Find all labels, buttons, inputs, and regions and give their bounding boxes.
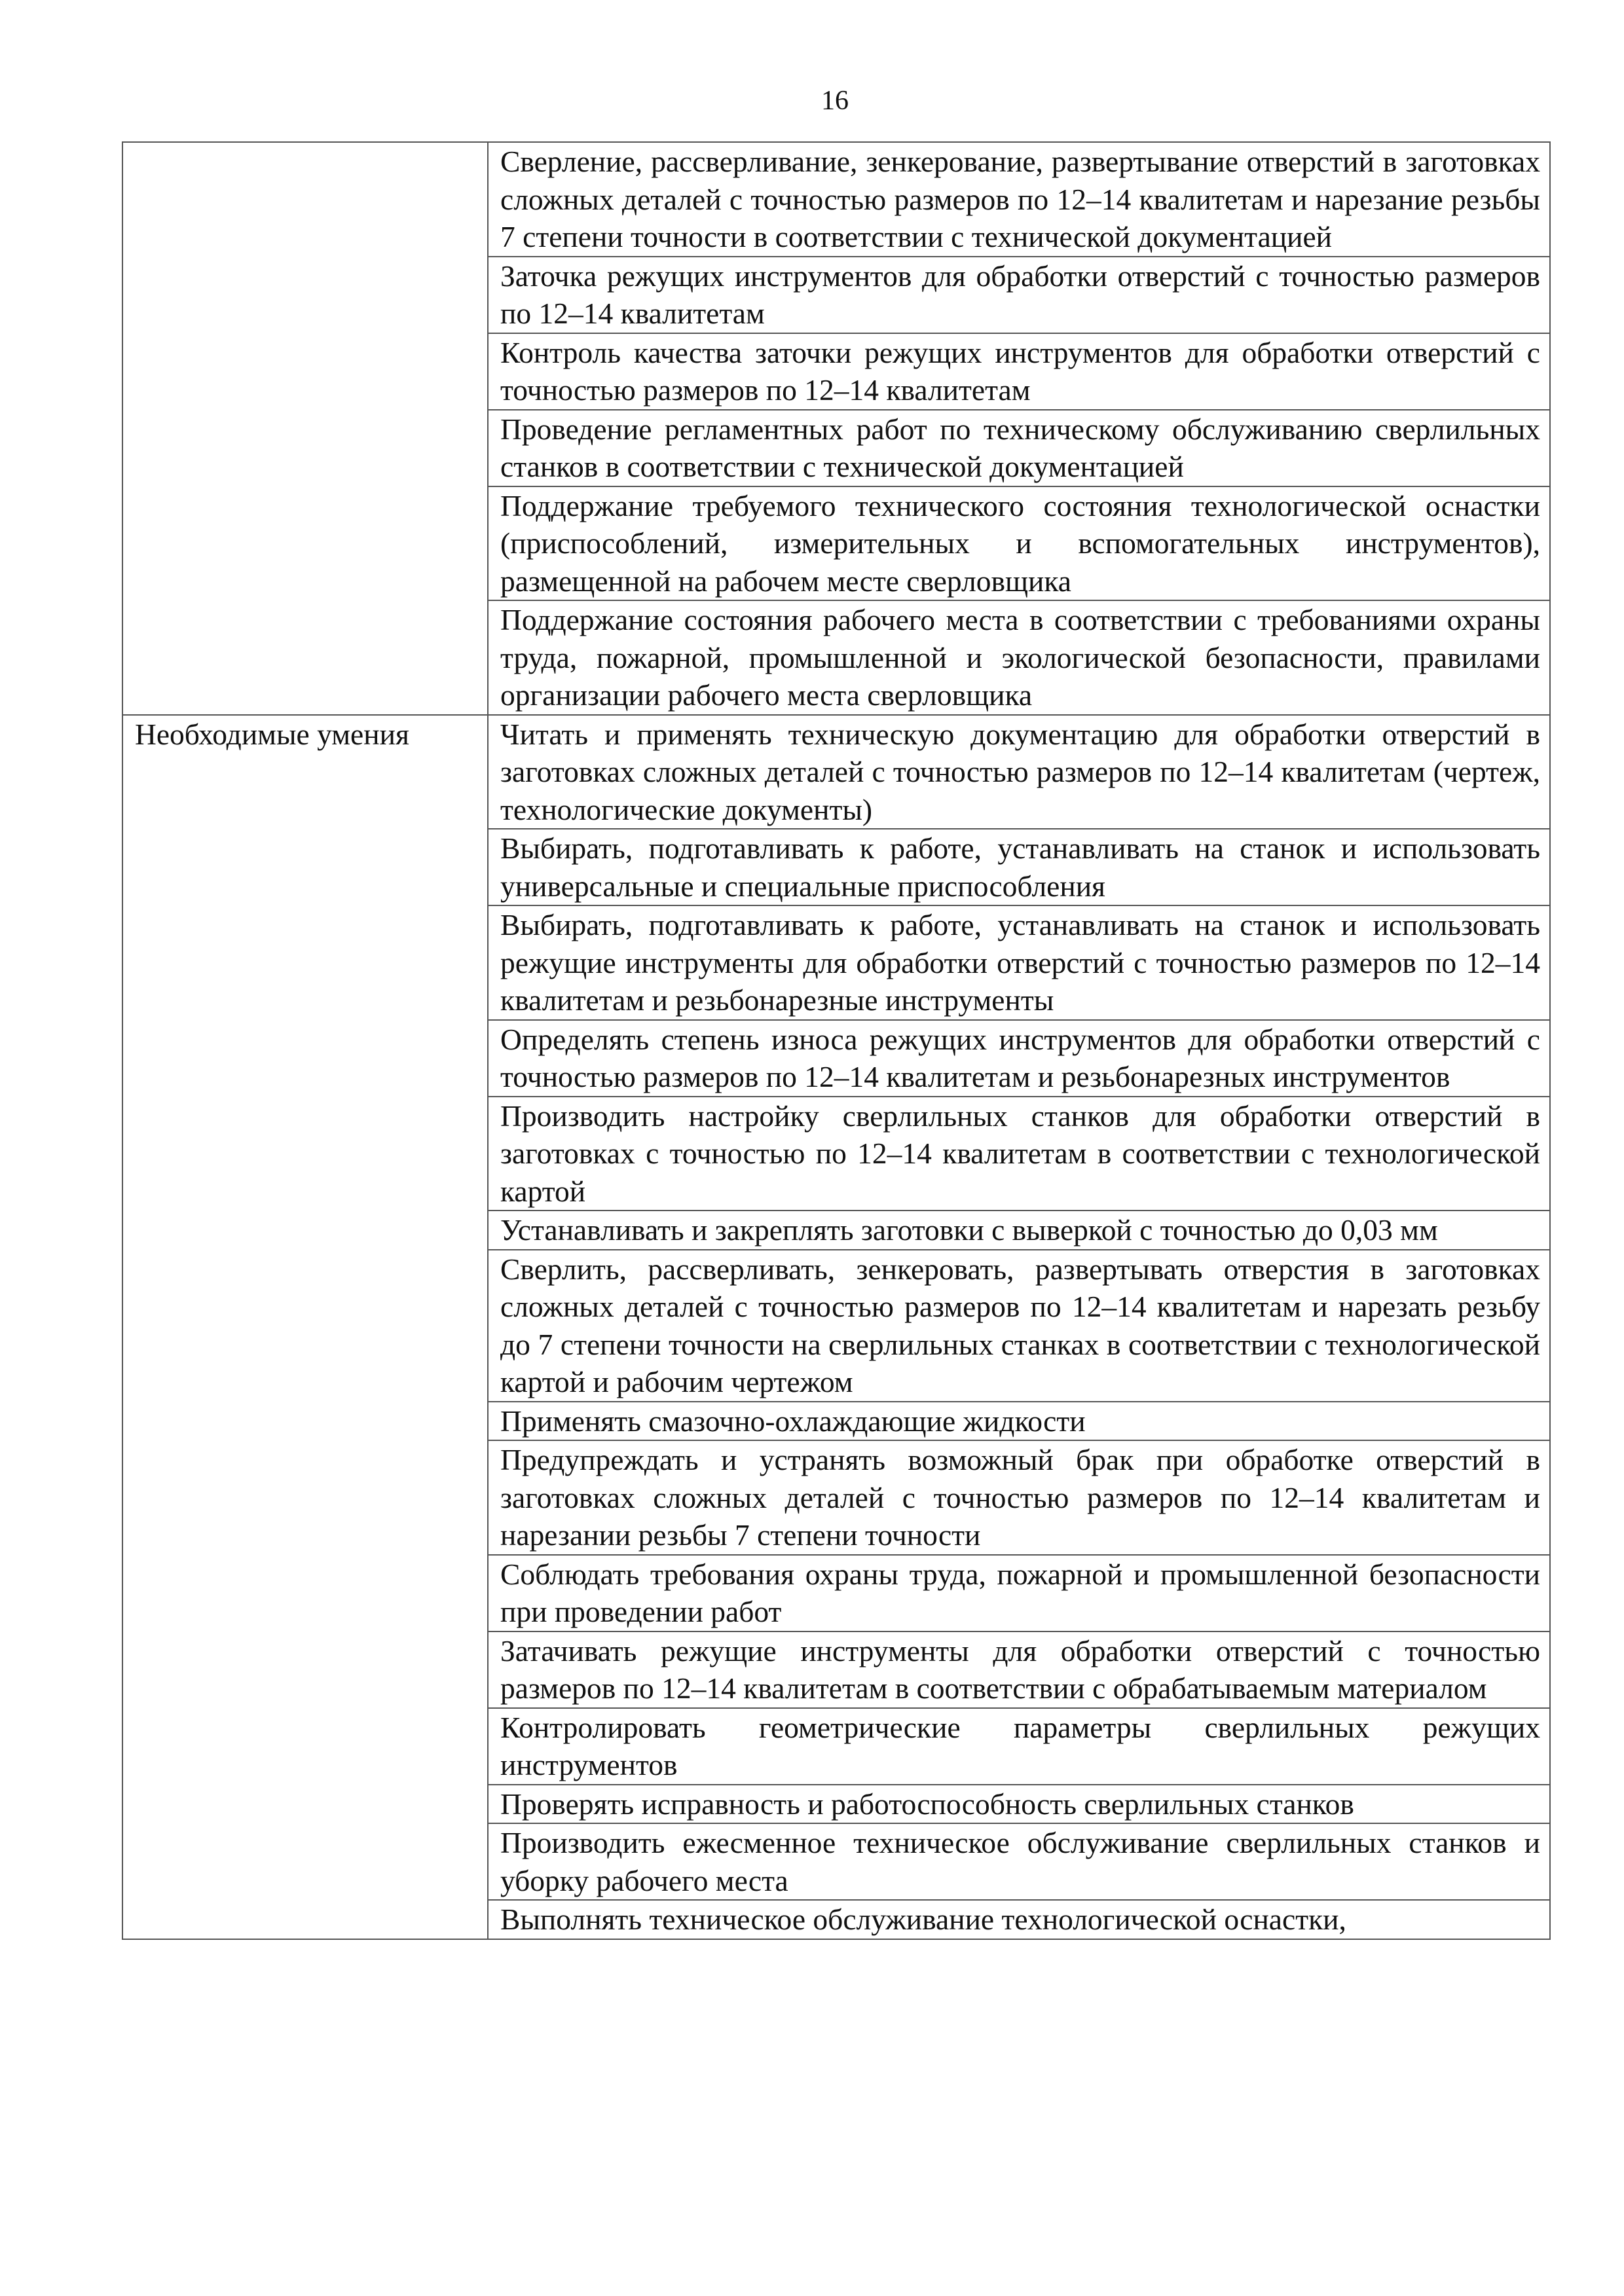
cell-text: Сверлить, рассверливать, зенкеровать, развертывать отверстия в заготовках сложных деталей с точностью размеров по 12–14 квалитетам и нарезать резьбу до 7 степени точности на сверлильных станках в соответствии с технологической картой и рабочим чертежом	[500, 1252, 1540, 1398]
cell-text: Сверление, рассверливание, зенкерование, развертывание отверстий в заготовках сложных деталей с точностью размеров по 12–14 квалитетам и нарезание резьбы 7 степени точности в соответствии с технической документацией	[500, 145, 1540, 253]
cell-text: Выполнять техническое обслуживание технологической оснастки,	[500, 1903, 1346, 1936]
table-cell	[488, 333, 1550, 410]
table-row	[122, 142, 1550, 257]
cell-text: Заточка режущих инструментов для обработки отверстий с точностью размеров по 12–14 квалитетам	[500, 259, 1540, 330]
cell-text: Затачивать режущие инструменты для обработки отверстий с точностью размеров по 12–14 квалитетам в соответствии с обрабатываемым материалом	[500, 1633, 1540, 1705]
cell-text: Устанавливать и закреплять заготовки с выверкой с точностью до 0,03 мм	[500, 1213, 1438, 1247]
skills-label-cell	[122, 715, 488, 1939]
cell-text: Контролировать геометрические параметры сверлильных режущих инструментов	[500, 1710, 1540, 1781]
cell-text: Определять степень износа режущих инструментов для обработки отверстий с точностью размеров по 12–14 квалитетам и резьбонарезных инструментов	[500, 1022, 1540, 1093]
cell-text: Проверять исправность и работоспособность сверлильных станков	[500, 1787, 1354, 1821]
table-cell	[488, 257, 1550, 333]
table-cell	[488, 1211, 1550, 1250]
cell-text: Поддержание состояния рабочего места в соответствии с требованиями охраны труда, пожарной, промышленной и экологической безопасности, правилами организации рабочего места сверловщика	[500, 603, 1540, 712]
table-cell	[488, 1250, 1550, 1402]
skills-label: Необходимые умения	[135, 717, 409, 751]
cell-text: Читать и применять техническую документацию для обработки отверстий в заготовках сложных деталей с точностью размеров по 12–14 квалитетам (чертеж, технологические документы)	[500, 717, 1540, 826]
page-number: 16	[821, 86, 849, 116]
cell-text: Производить ежесменное техническое обслуживание сверлильных станков и уборку рабочего места	[500, 1826, 1540, 1897]
table-cell	[488, 1785, 1550, 1824]
table-cell	[488, 829, 1550, 905]
table-cell	[488, 600, 1550, 715]
table-cell	[488, 1020, 1550, 1097]
cell-text: Предупреждать и устранять возможный брак при обработке отверстий в заготовках сложных деталей с точностью размеров по 12–14 квалитетам и нарезании резьбы 7 степени точности	[500, 1443, 1540, 1552]
table-cell	[488, 1823, 1550, 1900]
table-cell	[488, 1097, 1550, 1211]
table-row	[122, 715, 1550, 829]
table-cell	[488, 1440, 1550, 1555]
table-cell	[488, 1708, 1550, 1785]
table-cell	[488, 410, 1550, 486]
cell-text: Производить настройку сверлильных станков для обработки отверстий в заготовках с точностью по 12–14 квалитетам в соответствии с технологической картой	[500, 1099, 1540, 1208]
table-cell	[488, 486, 1550, 601]
cell-text: Проведение регламентных работ по техническому обслуживанию сверлильных станков в соответствии с технической документацией	[500, 412, 1540, 483]
cell-text: Поддержание требуемого технического состояния технологической оснастки (приспособлений, измерительных и вспомогательных инструментов), размещенной на рабочем месте сверловщика	[500, 488, 1540, 598]
table-cell	[488, 1402, 1550, 1441]
continued-label-cell	[122, 142, 488, 715]
table-cell	[488, 1631, 1550, 1708]
table-cell	[488, 905, 1550, 1020]
cell-text: Контроль качества заточки режущих инструментов для обработки отверстий с точностью размеров по 12–14 квалитетам	[500, 335, 1540, 407]
competency-table	[122, 141, 1551, 1940]
cell-text: Выбирать, подготавливать к работе, устанавливать на станок и использовать универсальные и специальные приспособления	[500, 831, 1540, 903]
cell-text: Выбирать, подготавливать к работе, устанавливать на станок и использовать режущие инструменты для обработки отверстий с точностью размеров по 12–14 квалитетам и резьбонарезные инструменты	[500, 908, 1540, 1017]
table-cell	[488, 1555, 1550, 1631]
table-cell	[488, 1900, 1550, 1939]
table-cell	[488, 715, 1550, 829]
cell-text: Применять смазочно-охлаждающие жидкости	[500, 1404, 1086, 1438]
table-cell	[488, 142, 1550, 257]
cell-text: Соблюдать требования охраны труда, пожарной и промышленной безопасности при проведении работ	[500, 1557, 1540, 1628]
